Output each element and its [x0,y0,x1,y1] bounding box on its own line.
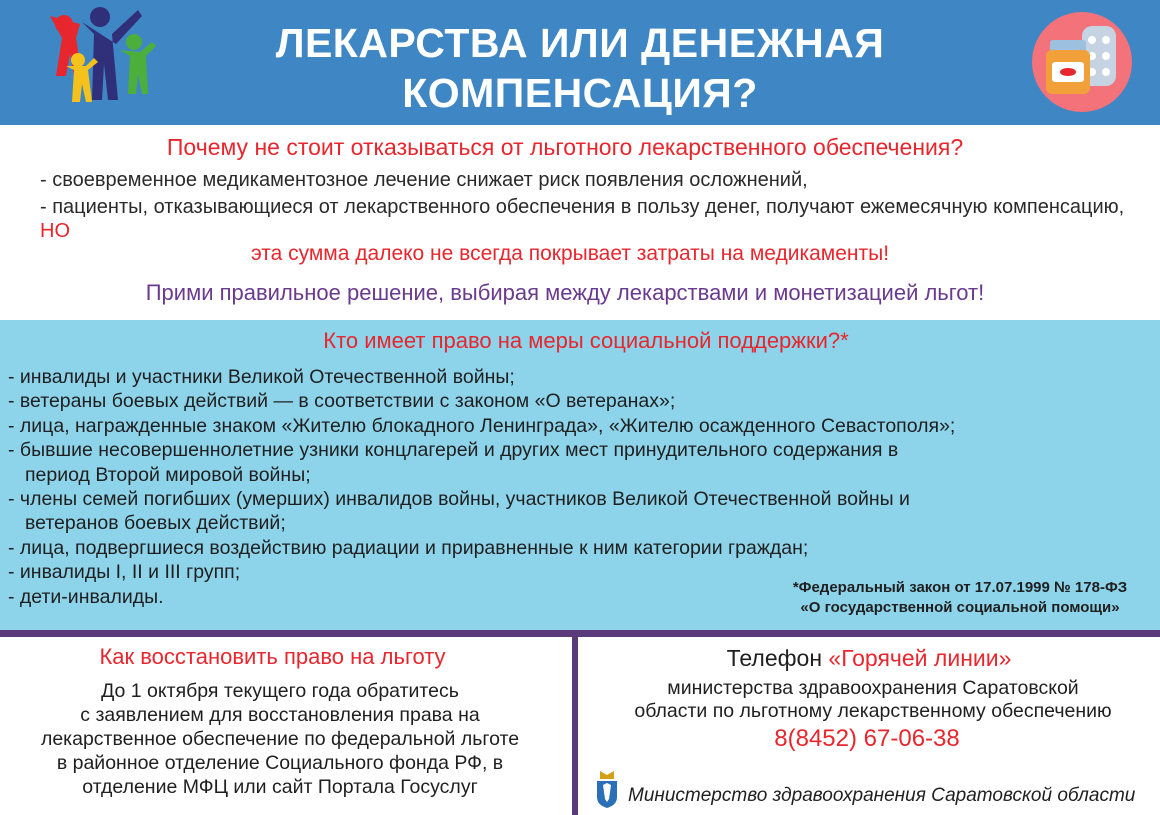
list-item: - инвалиды I, II и III групп; [8,561,241,584]
saratov-coat-of-arms-icon [594,769,620,809]
header-banner [0,0,1160,125]
restore-section [0,637,572,815]
restore-line: лекарственное обеспечение по федеральной льготе [40,728,520,750]
title-line-1: ЛЕКАРСТВА ИЛИ ДЕНЕЖНАЯ [275,20,885,66]
restore-line: До 1 октября текущего года обратитесь [101,680,459,702]
list-item: - члены семей погибших (умерших) инвалидов войны, участников Великой Отечественной войны и [8,488,910,511]
list-item: - дети-инвалиды. [8,585,164,608]
why-call-to-action: Прими правильное решение, выбирая между лекарствами и монетизацией льгот! [145,280,985,305]
list-item-continuation: ветеранов боевых действий; [25,512,286,535]
eligibility-list [8,365,1138,609]
restore-line: отделение МФЦ или сайт Портала Госуслуг [82,776,478,798]
footnote-line-1: *Федеральный закон от 17.07.1999 № 178-ФЗ [792,579,1128,596]
hotline-description [578,677,1160,723]
why-but-word: НО [40,220,70,242]
law-footnote [760,578,1160,618]
list-item: - инвалиды и участники Великой Отечественной войны; [8,366,515,388]
why-section [0,125,1160,320]
family-logo-icon [42,4,158,108]
ministry-name: Министерство здравоохранения Саратовской области [628,785,1136,806]
hotline-name: «Горячей линии» [828,645,1012,671]
why-reason-1: - своевременное медикаментозное лечение снижает риск появления осложнений, [40,169,808,191]
restore-line: с заявлением для восстановления права на [80,704,480,726]
title-line-2: КОМПЕНСАЦИЯ? [402,70,758,116]
medicine-pills-icon [1030,10,1134,114]
hotline-phone-number[interactable]: 8(8452) 67-06-38 [774,725,960,752]
why-reason-2 [40,195,1140,243]
list-item: - лица, подвергшиеся воздействию радиации и приравненные к ним категории граждан; [8,536,809,559]
hotline-heading [578,645,1160,672]
why-heading: Почему не стоит отказываться от льготного лекарственного обеспечения? [166,134,964,160]
hotline-line-1: министерства здравоохранения Саратовской [667,677,1079,699]
hotline-line-2: области по льготному лекарственному обеспечению [634,700,1112,722]
horizontal-divider [0,630,1160,637]
who-heading: Кто имеет право на меры социальной поддержки?* [323,328,849,353]
hotline-prefix: Телефон [726,645,823,671]
restore-line: в районное отделение Социального фонда РФ, в [56,752,504,774]
list-item: - ветераны боевых действий — в соответствии с законом «О ветеранах»; [8,390,676,413]
list-item: - бывшие несовершеннолетние узники концлагерей и других мест принудительного содержания в [8,439,899,462]
page-title [180,18,980,118]
restore-instructions [0,679,560,799]
why-warning: эта сумма далеко не всегда покрывает затраты на медикаменты! [250,242,890,265]
who-section [0,320,1160,630]
restore-heading: Как восстановить право на льготу [99,644,446,669]
list-item-continuation: период Второй мировой войны; [25,463,311,486]
list-item: - лица, награжденные знаком «Жителю блокадного Ленинграда», «Жителю осажденного Севастополя»; [8,414,956,437]
why-reason-2-text: - пациенты, отказывающиеся от лекарственного обеспечения в пользу денег, получают ежемесячную компенсацию, [40,196,1125,218]
hotline-section [578,637,1160,815]
footnote-line-2: «О государственной социальной помощи» [800,599,1120,616]
